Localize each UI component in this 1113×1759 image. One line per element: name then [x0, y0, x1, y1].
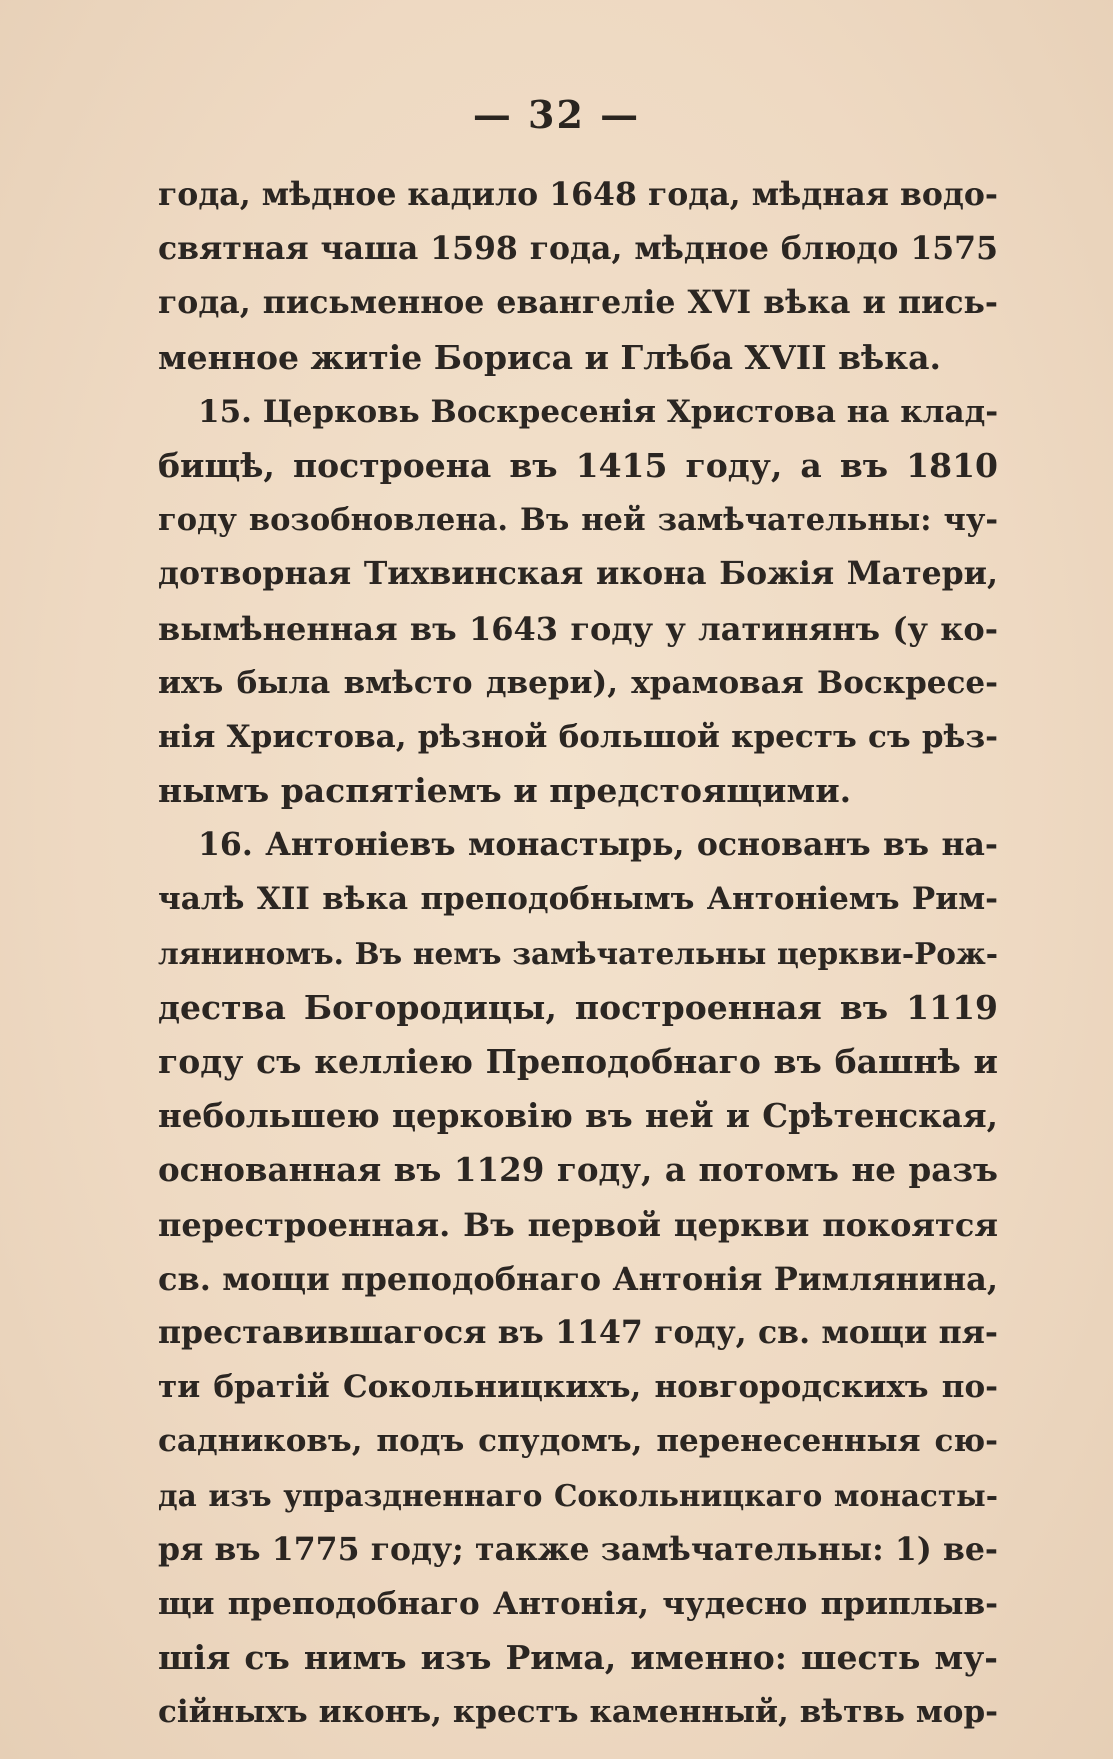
text-line: бищѣ, построена въ 1415 году, а въ 1810	[158, 445, 998, 485]
text-line: нія Христова, рѣзной большой крестъ съ рѣз-	[158, 718, 998, 755]
text-line: ти братій Сокольницкихъ, новгородскихъ по-	[158, 1369, 998, 1406]
text-line: да изъ упраздненнаго Сокольницкаго монасты-	[158, 1477, 998, 1513]
text-line: году съ келліею Преподобнаго въ башнѣ и	[158, 1042, 998, 1081]
text-line: дотворная Тихвинская икона Божія Матери,	[158, 555, 998, 593]
text-line: года, письменное евангеліе XVI вѣка и пись-	[158, 284, 998, 322]
text-line: перестроенная. Въ первой церкви покоятся	[158, 1205, 998, 1244]
text-line: 15. Церковь Воскресенія Христова на клад-	[198, 393, 999, 430]
text-line: святная чаша 1598 года, мѣдное блюдо 1575	[158, 230, 998, 268]
text-line: ихъ была вмѣсто двери), храмовая Воскресе-	[158, 664, 998, 701]
text-line: щи преподобнаго Антонія, чудесно приплыв-	[158, 1585, 998, 1622]
text-line: ря въ 1775 году; также замѣчательны: 1) ве-	[158, 1530, 998, 1568]
text-line: шія съ нимъ изъ Рима, именно: шесть му-	[158, 1638, 998, 1678]
text-line: вымѣненная въ 1643 году у латинянъ (у ко-	[158, 609, 998, 648]
text-line: св. мощи преподобнаго Антонія Римлянина,	[158, 1259, 998, 1298]
text-line: дества Богородицы, построенная въ 1119	[158, 987, 998, 1027]
text-line: нымъ распятіемъ и предстоящими.	[158, 771, 852, 811]
text-line: небольшею церковію въ ней и Срѣтенская,	[158, 1096, 998, 1136]
page-number: — 32 —	[472, 92, 641, 137]
body-text	[158, 168, 998, 1739]
text-line: садниковъ, подъ спудомъ, перенесенныя сю-	[158, 1423, 998, 1460]
text-line: менное житіе Бориса и Глѣба XVII вѣка.	[158, 337, 941, 377]
text-line: 16. Антоніевъ монастырь, основанъ въ на-	[198, 826, 998, 864]
text-line: ляниномъ. Въ немъ замѣчательны церкви-Рож-	[158, 935, 998, 971]
text-line: году возобновлена. Въ ней замѣчательны: чу-	[158, 502, 998, 539]
text-line: года, мѣдное кадило 1648 года, мѣдная водо-	[158, 176, 998, 213]
text-line: чалѣ XII вѣка преподобнымъ Антоніемъ Рим-	[158, 881, 998, 918]
text-line: преставившагося въ 1147 году, св. мощи пя-	[158, 1313, 998, 1351]
text-line: основанная въ 1129 году, а потомъ не разъ	[158, 1150, 998, 1190]
text-line: сійныхъ иконъ, крестъ каменный, вѣтвь мор-	[158, 1694, 998, 1731]
